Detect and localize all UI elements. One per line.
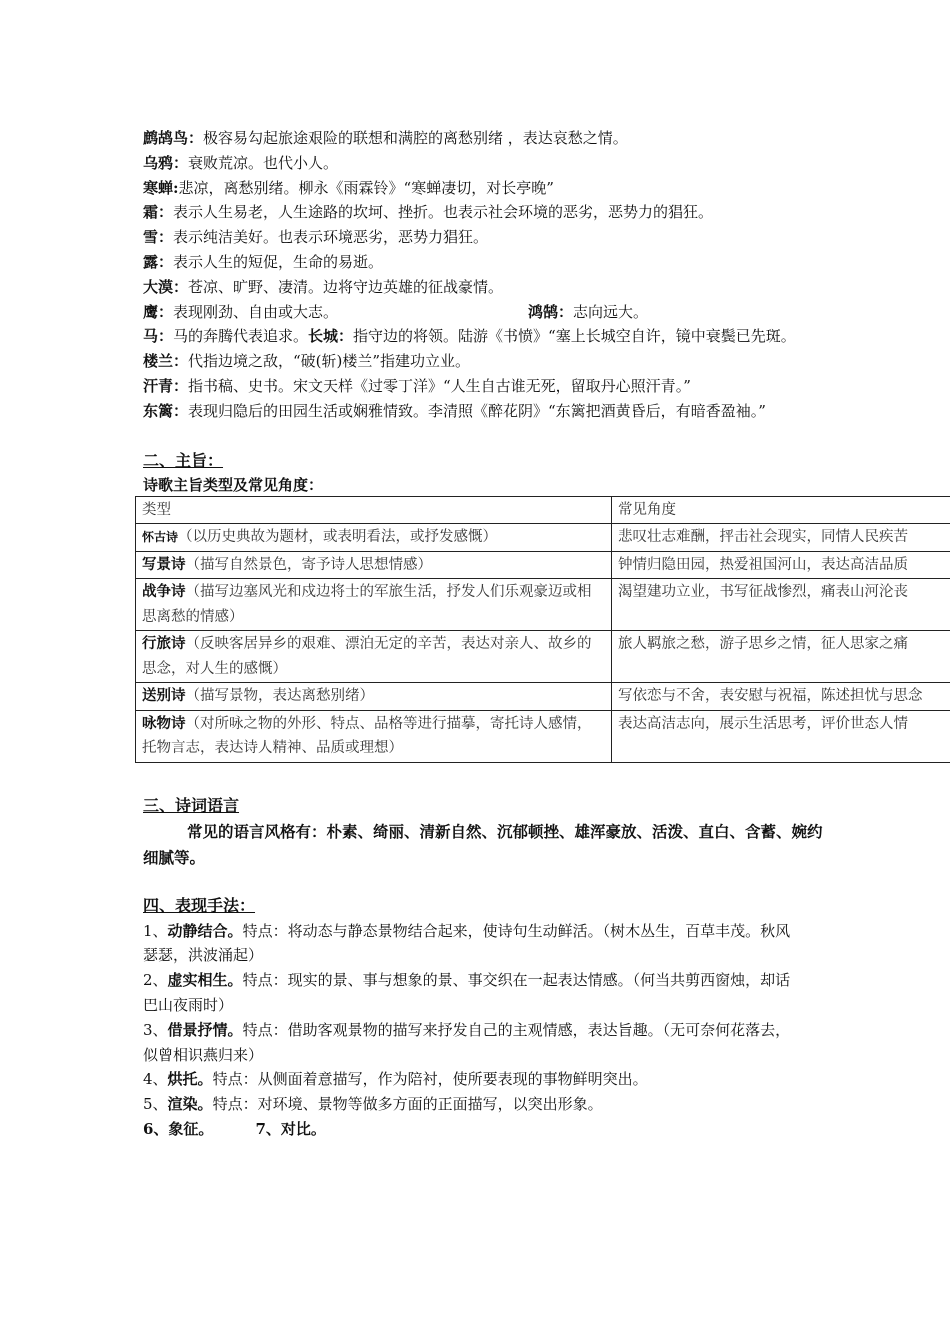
- technique-symbolism: 6、象征。: [143, 1119, 214, 1138]
- cell-type: [136, 631, 612, 683]
- angle-text: 渴望建功立业，书写征战惨烈，痛表山河沦丧: [618, 584, 908, 601]
- technique-name: 烘托。: [167, 1070, 213, 1089]
- technique-num: 4、: [143, 1070, 168, 1089]
- poem-type-desc: （反映客居异乡的艰难、漂泊无定的辛苦，表达对亲人、故乡的思念，对人生的感慨）: [142, 636, 592, 677]
- imagery-desc: 极容易勾起旅途艰险的联想和满腔的离愁别绪 ，表达哀愁之情。: [203, 129, 628, 147]
- technique-desc: 特点：借助客观景物的描写来抒发自己的主观情感，表达旨趣。（无可奈何花落去，似曾相识燕归来）: [143, 1020, 791, 1064]
- technique-item: [143, 1018, 803, 1068]
- technique-name: 借景抒情。: [167, 1020, 243, 1039]
- poem-type-desc: （对所咏之物的外形、特点、品格等进行描摹，寄托诗人感情，托物言志，表达诗人精神、品质或理想）: [142, 715, 592, 757]
- angle-text: 钟情归隐田园，热爱祖国河山，表达高洁品质: [618, 556, 908, 573]
- imagery-desc: 衰败荒凉。也代小人。: [188, 153, 339, 172]
- imagery-item: [143, 176, 950, 201]
- technique-name: 动静结合。: [167, 921, 243, 940]
- imagery-term: 露：: [143, 252, 174, 271]
- section-2-title: 二、主旨：: [143, 450, 224, 470]
- poem-type-desc: （描写景物，表达离愁别绪）: [185, 688, 374, 705]
- poem-type-label: 送别诗: [142, 687, 186, 705]
- cell-type: [136, 579, 612, 631]
- table-row: [136, 551, 950, 579]
- desc-loulan: 代指边境之敌，“破(斩)楼兰”指建功立业。: [188, 352, 471, 371]
- imagery-item-hanqing: [143, 374, 803, 399]
- section-4-title: 四、表现手法：: [143, 895, 256, 915]
- imagery-desc: 表示纯洁美好。也表示环境恶劣，恶势力猖狂。: [173, 228, 489, 247]
- term-hanqing: 汗青：: [143, 376, 189, 395]
- technique-desc: 特点：对环境、景物等做多方面的正面描写，以突出形象。: [212, 1095, 603, 1114]
- table-body: [136, 524, 950, 763]
- technique-name: 虚实相生。: [167, 971, 243, 990]
- table-row: [136, 683, 950, 711]
- header-angle: 常见角度: [612, 496, 950, 524]
- poem-type-label: 写景诗: [142, 555, 186, 573]
- imagery-term: 霜：: [143, 203, 174, 222]
- imagery-item-horse: [143, 324, 803, 349]
- table-header-row: [136, 496, 950, 524]
- imagery-desc: 表示人生的短促，生命的易逝。: [173, 252, 384, 271]
- technique-item: [143, 919, 803, 969]
- poem-type-label: 行旅诗: [142, 635, 186, 653]
- technique-list: [143, 919, 950, 1117]
- desc-dongli: 表现归隐后的田园生活或娴雅情致。李清照《醉花阴》“东篱把酒黄昏后，有暗香盈袖。”: [188, 401, 766, 420]
- imagery-item: [143, 250, 950, 275]
- imagery-item-dongli: [143, 399, 803, 424]
- term-dongli: 东篱：: [143, 401, 189, 420]
- cell-angle: [612, 683, 950, 711]
- poem-type-label: 怀古诗: [142, 530, 179, 545]
- technique-desc: 特点：现实的景、事与想象的景、事交织在一起表达情感。（何当共剪西窗烛，却话巴山夜雨时）: [143, 971, 791, 1014]
- poem-type-desc: （以历史典故为题材，或表明看法，或抒发感慨）: [178, 529, 498, 546]
- desc-great-wall: 指守边的将领。陆游《书愤》“塞上长城空自许，镜中衰鬓已先斑。: [353, 327, 796, 346]
- table-row: [136, 710, 950, 762]
- imagery-item: [143, 126, 950, 151]
- desc-hanqing: 指书稿、史书。宋文天样《过零丁洋》“人生自古谁无死，留取丹心照汗青。”: [188, 376, 691, 395]
- imagery-item: [143, 151, 950, 176]
- table-caption: 诗歌主旨类型及常见角度：: [143, 475, 324, 494]
- table-row: [136, 524, 950, 552]
- technique-last-line: [143, 1117, 950, 1142]
- angle-text: 悲叹壮志难酬，抨击社会现实，同情人民疾苦: [618, 529, 908, 546]
- technique-item: [143, 1092, 803, 1117]
- angle-text: 旅人羁旅之愁，游子思乡之情，征人思家之痛: [618, 636, 908, 653]
- imagery-term: 大漠：: [143, 277, 189, 296]
- technique-num: 2、: [143, 971, 168, 990]
- imagery-desc: 表示人生易老，人生途路的坎坷、挫折。也表示社会环境的恶劣，恶势力的猖狂。: [173, 203, 714, 222]
- cell-type: [136, 710, 612, 762]
- technique-num: 1、: [143, 921, 168, 940]
- header-type: 类型: [136, 496, 612, 524]
- term-honghu: 鸿鹄：: [528, 302, 574, 321]
- technique-num: 3、: [143, 1020, 168, 1039]
- desc-eagle: 表现刚劲、自由或大志。: [173, 302, 339, 321]
- imagery-term: 雪：: [143, 228, 174, 247]
- technique-name: 渲染。: [167, 1095, 213, 1114]
- poem-type-label: 战争诗: [142, 583, 186, 601]
- imagery-item-eagle: [143, 300, 950, 325]
- technique-item: [143, 1067, 803, 1092]
- imagery-term: 鹧鸪鸟：: [143, 129, 204, 147]
- table-row: [136, 579, 950, 631]
- term-eagle: 鹰：: [143, 302, 174, 321]
- table-row: [136, 631, 950, 683]
- imagery-item: [143, 275, 950, 300]
- cell-angle: [612, 551, 950, 579]
- poem-type-desc: （描写自然景色，寄予诗人思想情感）: [185, 556, 432, 573]
- desc-horse: 马的奔腾代表追求。: [173, 327, 309, 346]
- imagery-desc: 悲凉，离愁别绪。柳永《雨霖铃》“寒蝉凄切，对长亭晚”: [178, 178, 554, 197]
- angle-text: 写依恋与不舍，表安慰与祝福，陈述担忧与思念: [618, 688, 923, 705]
- angle-text: 表达高洁志向，展示生活思考，评价世态人情: [618, 715, 908, 732]
- technique-num: 5、: [143, 1095, 168, 1114]
- poem-type-label: 咏物诗: [142, 714, 186, 732]
- technique-item: [143, 968, 803, 1018]
- cell-angle: [612, 710, 950, 762]
- document-page: [143, 126, 950, 1142]
- term-loulan: 楼兰：: [143, 352, 189, 371]
- cell-type: [136, 551, 612, 579]
- imagery-item: [143, 200, 950, 225]
- poem-type-desc: （描写边塞风光和戍边将士的军旅生活，抒发人们乐观豪迈或相思离愁的情感）: [142, 584, 592, 625]
- imagery-desc: 苍凉、旷野、凄清。边将守边英雄的征战豪情。: [188, 277, 504, 296]
- imagery-term: 寒蝉:: [143, 178, 179, 197]
- language-style-text: 常见的语言风格有：朴素、绮丽、清新自然、沉郁顿挫、雄浑豪放、活泼、直白、含蓄、婉约细腻等。: [143, 821, 823, 867]
- cell-angle: [612, 524, 950, 552]
- term-great-wall: 长城：: [308, 327, 354, 346]
- cell-angle: [612, 579, 950, 631]
- theme-table: [135, 496, 950, 763]
- technique-desc: 特点：从侧面着意描写，作为陪衬，使所要表现的事物鲜明突出。: [212, 1070, 648, 1089]
- desc-honghu: 志向远大。: [573, 302, 649, 321]
- imagery-item: [143, 225, 950, 250]
- technique-desc: 特点：将动态与静态景物结合起来，使诗句生动鲜活。（树木丛生，百草丰茂。秋风瑟瑟，洪波涌起）: [143, 921, 791, 965]
- cell-type: [136, 683, 612, 711]
- technique-contrast: 7、对比。: [255, 1119, 326, 1138]
- imagery-item-loulan: [143, 349, 950, 374]
- section-3-title: 三、诗词语言: [143, 795, 240, 815]
- imagery-term: 乌鸦：: [143, 153, 189, 172]
- cell-angle: [612, 631, 950, 683]
- term-horse: 马：: [143, 327, 174, 346]
- cell-type: [136, 524, 612, 552]
- imagery-list: [143, 126, 950, 300]
